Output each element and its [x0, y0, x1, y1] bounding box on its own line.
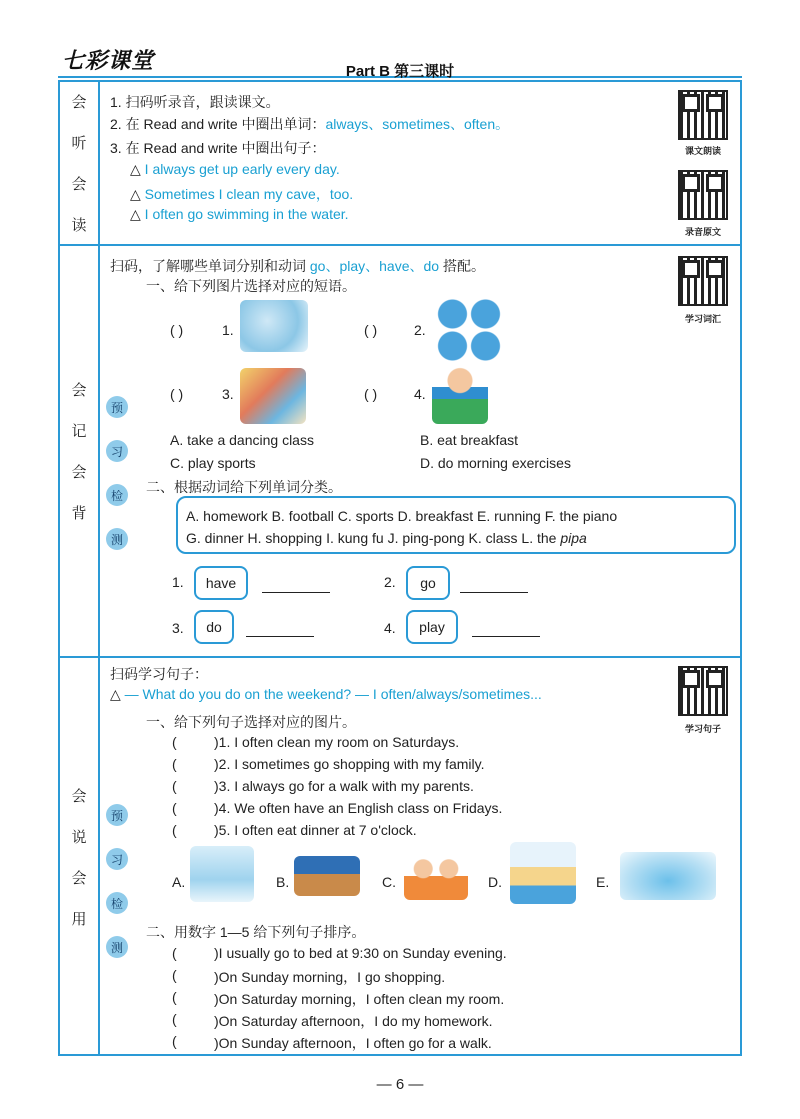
badge-preview: 预: [106, 396, 128, 418]
triangle-icon: △: [110, 686, 121, 702]
picture-label-c: C.: [382, 874, 396, 890]
section-label-memorize: 会 记 会 背: [71, 382, 87, 522]
item-number: 4.: [414, 386, 426, 402]
content-frame: [58, 80, 742, 1056]
section-label-listen-read: 会 听 会 读: [71, 94, 87, 234]
option-b: B. eat breakfast: [420, 432, 519, 448]
badge-test: 测: [106, 528, 128, 550]
picture-breakfast: [432, 362, 488, 424]
exercise-1-heading: 一、给下列图片选择对应的短语。: [146, 278, 356, 294]
question-3: )3. I always go for a walk with my parents.: [214, 778, 474, 794]
paren[interactable]: (: [172, 1033, 177, 1049]
option-c: C. play sports: [170, 455, 256, 471]
paren[interactable]: (: [172, 1011, 177, 1027]
section2-intro: 扫码，了解哪些单词分别和动词 go、play、have、do 搭配。: [110, 258, 485, 274]
order-sentence-3: )On Saturday morning，I often clean my room.: [214, 991, 505, 1007]
picture-label-b: B.: [276, 874, 290, 890]
verb-number: 2.: [384, 574, 396, 590]
target-words: always、sometimes、often。: [325, 116, 510, 132]
qr-caption: 学习词汇: [684, 314, 721, 324]
question-4: )4. We often have an English class on Fridays.: [214, 800, 503, 816]
triangle-icon: △: [130, 206, 141, 222]
picture-dinner: [510, 842, 576, 904]
verb-number: 4.: [384, 620, 396, 636]
option-a: A. take a dancing class: [170, 432, 314, 448]
sentence-2: △ Sometimes I clean my cave，too.: [130, 186, 354, 202]
picture-sports: [436, 298, 502, 362]
section-divider-1: [58, 244, 742, 246]
page-title: Part B 第三课时: [345, 63, 455, 80]
picture-dancing-class: [240, 368, 306, 424]
answer-blank[interactable]: ( ): [364, 322, 378, 338]
picture-label-e: E.: [596, 874, 610, 890]
section-divider-2: [58, 656, 742, 658]
word-bank-line-2: G. dinner H. shopping I. kung fu J. ping-pong K. class L. the pipa: [186, 530, 587, 546]
word-bank-line-1: A. homework B. football C. sports D. breakfast E. running F. the piano: [186, 508, 618, 524]
question-1: )1. I often clean my room on Saturdays.: [214, 734, 460, 750]
verb-box-do: do: [194, 610, 234, 644]
answer-blank[interactable]: ( ): [364, 386, 378, 402]
badge-check: 检: [106, 484, 128, 506]
answer-blank[interactable]: ( ): [170, 322, 184, 338]
sentence-1: △ I always get up early every day.: [130, 161, 340, 177]
qr-caption: 学习句子: [684, 724, 721, 734]
qr-code-icon[interactable]: [678, 170, 728, 220]
badge-preview: 预: [106, 804, 128, 826]
exercise-2-heading: 二、根据动词给下列单词分类。: [146, 479, 342, 495]
picture-shopping: [404, 852, 468, 900]
picture-label-d: D.: [488, 874, 502, 890]
brand-logo: 七彩课堂: [62, 48, 155, 74]
paren[interactable]: (: [172, 945, 177, 961]
verb-box-go: go: [406, 566, 450, 600]
verb-box-play: play: [406, 610, 458, 644]
paren[interactable]: (: [172, 778, 177, 794]
qr-caption: 录音原文: [684, 227, 721, 237]
qr-code-icon[interactable]: [678, 256, 728, 306]
paren[interactable]: (: [172, 800, 177, 816]
qr-caption: 课文朗读: [684, 146, 721, 156]
question-5: )5. I often eat dinner at 7 o'clock.: [214, 822, 417, 838]
qr-code-icon[interactable]: [678, 666, 728, 716]
option-d: D. do morning exercises: [420, 455, 571, 471]
section-label-speak-use: 会 说 会 用: [71, 788, 87, 928]
paren[interactable]: (: [172, 756, 177, 772]
badge-check: 检: [106, 892, 128, 914]
badge-study: 习: [106, 440, 128, 462]
triangle-icon: △: [130, 186, 141, 202]
picture-walk: [190, 846, 254, 902]
picture-clean-room: [620, 852, 716, 900]
verb-number: 3.: [172, 620, 184, 636]
task-2: 2. 在 Read and write 中圈出单词：always、sometimes、often。: [110, 116, 510, 132]
page-number: — 6 —: [376, 1076, 424, 1093]
item-number: 3.: [222, 386, 234, 402]
order-sentence-1: )I usually go to bed at 9:30 on Sunday evening.: [214, 945, 507, 961]
answer-line[interactable]: [246, 636, 314, 637]
badge-study: 习: [106, 848, 128, 870]
verb-box-have: have: [194, 566, 248, 600]
sentence-3: △ I often go swimming in the water.: [130, 206, 349, 222]
exercise-3-heading: 一、给下列句子选择对应的图片。: [146, 714, 356, 730]
answer-line[interactable]: [262, 592, 330, 593]
picture-english-class: [294, 856, 360, 896]
item-number: 1.: [222, 322, 234, 338]
answer-line[interactable]: [460, 592, 528, 593]
answer-line[interactable]: [472, 636, 540, 637]
task-3: 3. 在 Read and write 中圈出句子：: [110, 140, 326, 156]
item-number: 2.: [414, 322, 426, 338]
paren[interactable]: (: [172, 734, 177, 750]
section3-intro: 扫码学习句子：: [110, 666, 208, 682]
order-sentence-4: )On Saturday afternoon，I do my homework.: [214, 1013, 493, 1029]
paren[interactable]: (: [172, 967, 177, 983]
task-1: 1. 扫码听录音，跟读课文。: [110, 94, 280, 110]
qr-code-icon[interactable]: [678, 90, 728, 140]
label-column-divider: [98, 80, 100, 1056]
picture-label-a: A.: [172, 874, 186, 890]
answer-blank[interactable]: ( ): [170, 386, 184, 402]
picture-morning-exercises: [240, 300, 308, 352]
paren[interactable]: (: [172, 822, 177, 838]
exercise-4-heading: 二、用数字 1—5 给下列句子排序。: [146, 924, 366, 940]
verb-number: 1.: [172, 574, 184, 590]
badge-test: 测: [106, 936, 128, 958]
question-2: )2. I sometimes go shopping with my family.: [214, 756, 485, 772]
order-sentence-5: )On Sunday afternoon，I often go for a walk.: [214, 1035, 492, 1051]
order-sentence-2: )On Sunday morning，I go shopping.: [214, 969, 446, 985]
paren[interactable]: (: [172, 989, 177, 1005]
sentence-pattern: △ — What do you do on the weekend? — I often/always/sometimes...: [110, 686, 542, 702]
triangle-icon: △: [130, 161, 141, 177]
